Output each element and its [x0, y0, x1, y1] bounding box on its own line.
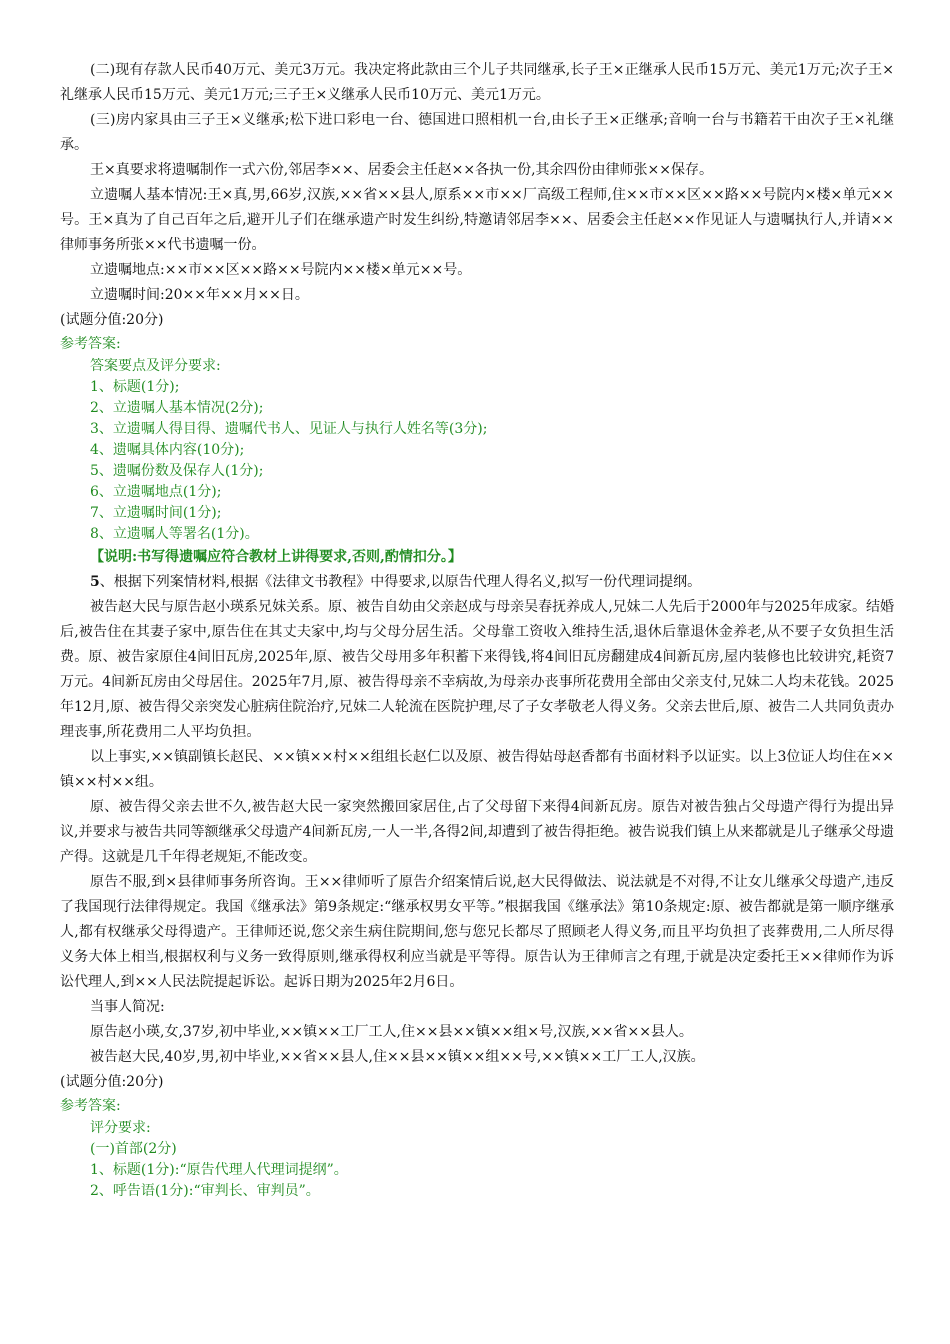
will-copies: 王×真要求将遗嘱制作一式六份,邻居李××、居委会主任赵××各执一份,其余四份由律师张××保存。	[90, 162, 714, 178]
list-item: 8、立遗嘱人等署名(1分)。	[90, 526, 259, 542]
q4-key-points-title: 答案要点及评分要求:	[90, 358, 221, 374]
list-item: 6、立遗嘱地点(1分);	[90, 484, 222, 500]
q5-score: (试题分值:20分)	[60, 1074, 164, 1090]
q5-prompt-text: 、根据下列案情材料,根据《法律文书教程》中得要求,以原告代理人得名义,拟写一份代理词提纲。	[99, 574, 702, 590]
will-place: 立遗嘱地点:××市××区××路××号院内××楼×单元××号。	[90, 262, 472, 278]
q4-score: (试题分值:20分)	[60, 312, 164, 328]
list-item: 5、遗嘱份数及保存人(1分);	[90, 463, 264, 479]
q4-reference-answer-label: 参考答案:	[60, 336, 121, 352]
q5-reference-answer-label: 参考答案:	[60, 1098, 121, 1114]
will-clause-3: (三)房内家具由三子王×义继承;松下进口彩电一台、德国进口照相机一台,由长子王×正继承;音响一台与书籍若干由次子王×礼继承。	[60, 112, 894, 153]
list-item: 2、呼告语(1分):“审判长、审判员”。	[90, 1183, 320, 1199]
q5-requirements-title: 评分要求:	[90, 1120, 151, 1136]
list-item: 2、立遗嘱人基本情况(2分);	[90, 400, 264, 416]
question-number: 5	[90, 574, 100, 590]
testator-basic-info: 立遗嘱人基本情况:王×真,男,66岁,汉族,××省××县人,原系××市××厂高级工程师,住××市××区××路××号院内×楼×单元××号。王×真为了自己百年之后,避开儿子们在继承遗产时发生纠纷,特邀请邻居李××、居委会主任赵××作见证人与遗嘱执行人,并请××律师事务所张××代书遗嘱一份。	[60, 187, 894, 253]
q4-grading-note: 【说明:书写得遗嘱应符合教材上讲得要求,否则,酌情扣分。】	[90, 549, 462, 565]
case-paragraph-1: 被告赵大民与原告赵小瑛系兄妹关系。原、被告自幼由父亲赵成与母亲吴春抚养成人,兄妹二人先后于2000年与2025年成家。结婚后,被告住在其妻子家中,原告住在其丈夫家中,均与父母分居生活。父母靠工资收入维持生活,退休后靠退休金养老,从不要子女负担生活费。原、被告家原住4间旧瓦房,2025年,原、被告父母用多年积蓄下来得钱,将4间旧瓦房翻建成4间新瓦房,屋内装修也比较讲究,耗资7万元。4间新瓦房由父母居住。2025年7月,原、被告得母亲不幸病故,为母亲办丧事所花费用全部由父亲支付,兄妹二人均未花钱。2025年12月,原、被告得父亲突发心脏病住院治疗,兄妹二人轮流在医院护理,尽了子女孝敬老人得义务。父亲去世后,原、被告二人共同负责办理丧事,所花费用二人平均负担。	[60, 599, 894, 740]
list-item: 1、标题(1分);	[90, 379, 180, 395]
list-item: 7、立遗嘱时间(1分);	[90, 505, 222, 521]
list-item: 3、立遗嘱人得目得、遗嘱代书人、见证人与执行人姓名等(3分);	[90, 421, 488, 437]
case-paragraph-4: 原告不服,到×县律师事务所咨询。王××律师听了原告介绍案情后说,赵大民得做法、说法就是不对得,不让女儿继承父母遗产,违反了我国现行法律得规定。我国《继承法》第9条规定:“继承权男女平等。”根据我国《继承法》第10条规定:原、被告都就是第一顺序继承人,都有权继承父母得遗产。王律师还说,您父亲生病住院期间,您与您兄长都尽了照顾老人得义务,而且平均负担了丧葬费用,二人所尽得义务大体上相当,根据权利与义务一致得原则,继承得权利应当就是平等得。原告认为王律师言之有理,于就是决定委托王××律师作为诉讼代理人,到××人民法院提起诉讼。起诉日期为2025年2月6日。	[60, 874, 894, 990]
list-item: 1、标题(1分):“原告代理人代理词提纲”。	[90, 1162, 348, 1178]
plaintiff-info: 原告赵小瑛,女,37岁,初中毕业,××镇××工厂工人,住××县××镇××组×号,汉族,××省××县人。	[90, 1024, 693, 1040]
case-paragraph-2: 以上事实,××镇副镇长赵民、××镇××村××组组长赵仁以及原、被告得姑母赵香都有书面材料予以证实。以上3位证人均住在××镇××村××组。	[60, 749, 894, 790]
defendant-info: 被告赵大民,40岁,男,初中毕业,××省××县人,住××县××镇××组××号,××镇××工厂工人,汉族。	[90, 1049, 705, 1065]
will-time: 立遗嘱时间:20××年××月××日。	[90, 287, 309, 303]
case-paragraph-3: 原、被告得父亲去世不久,被告赵大民一家突然搬回家居住,占了父母留下来得4间新瓦房。原告对被告独占父母遗产得行为提出异议,并要求与被告共同等额继承父母遗产4间新瓦房,一人一半,各得2间,却遭到了被告得拒绝。被告说我们镇上从来都就是儿子继承父母遗产得。这就是几千年得老规矩,不能改变。	[60, 799, 894, 865]
will-clause-2: (二)现有存款人民币40万元、美元3万元。我决定将此款由三个儿子共同继承,长子王×正继承人民币15万元、美元1万元;次子王×礼继承人民币15万元、美元1万元;三子王×义继承人民币10万元、美元1万元。	[60, 62, 894, 103]
list-item: 4、遗嘱具体内容(10分);	[90, 442, 245, 458]
parties-title: 当事人简况:	[90, 999, 165, 1015]
q5-prompt	[60, 570, 894, 595]
q4-scoring-list	[60, 377, 894, 545]
q5-section-header: (一)首部(2分)	[90, 1141, 177, 1157]
